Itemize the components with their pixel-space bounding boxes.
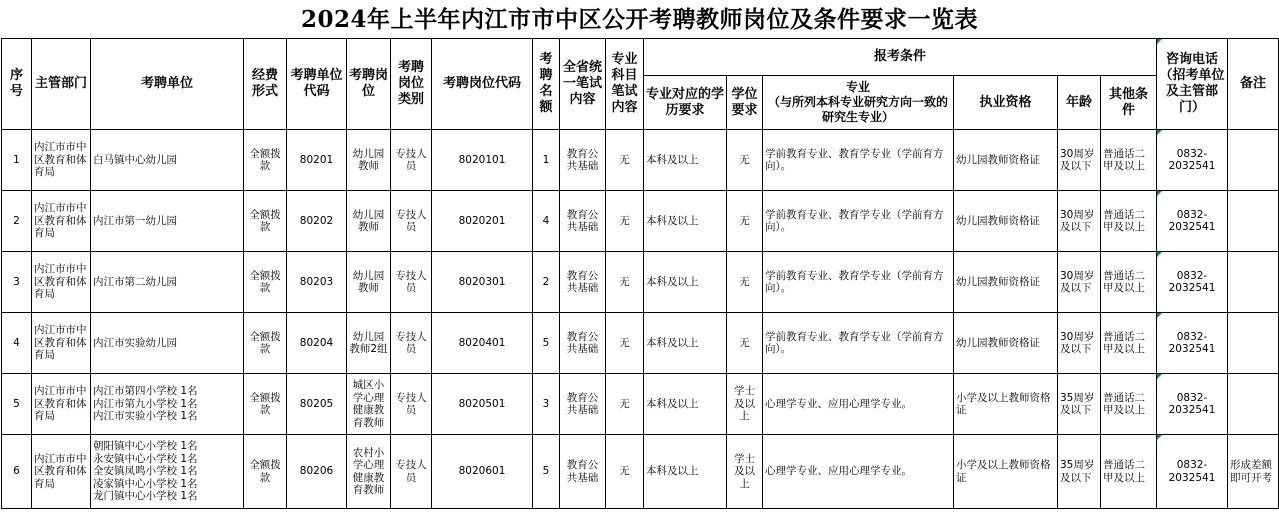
header-major: 专业 （与所列本科专业研究方向一致的研究生专业）: [763, 76, 954, 130]
cell-funding: 全额拨款: [244, 252, 287, 313]
cell-phone: 0832-2032541: [1157, 435, 1228, 509]
cell-unit-code: 80202: [287, 191, 347, 252]
cell-unit: 内江市第四小学校 1名 内江市第九小学校 1名 内江市实验小学校 1名: [91, 374, 244, 435]
cell-phone: 0832-2032541: [1157, 313, 1228, 374]
cell-unit: 白马镇中心幼儿园: [91, 130, 244, 191]
cell-post-code: 8020101: [432, 130, 533, 191]
cell-unit-code: 80201: [287, 130, 347, 191]
cell-other: 普通话二甲及以上: [1101, 252, 1157, 313]
cell-seq: 4: [2, 313, 32, 374]
cell-post-code: 8020501: [432, 374, 533, 435]
cell-seq: 2: [2, 191, 32, 252]
cell-funding: 全额拨款: [244, 374, 287, 435]
cell-edu: 本科及以上: [644, 130, 727, 191]
cell-unit-code: 80205: [287, 374, 347, 435]
cell-major: 心理学专业、应用心理学专业。: [763, 435, 954, 509]
recruitment-table: [1, 38, 1279, 509]
cell-post-code: 8020601: [432, 435, 533, 509]
header-quota: 考聘名额: [533, 39, 560, 130]
cell-unit: 内江市第二幼儿园: [91, 252, 244, 313]
cell-post-type: 专技人员: [391, 191, 432, 252]
table-title: 2024年上半年内江市市中区公开考聘教师岗位及条件要求一览表: [300, 6, 978, 33]
cell-subject-exam: 无: [606, 435, 644, 509]
cell-major: 学前教育专业、教育学专业（学前育方向）。: [763, 191, 954, 252]
header-seq: 序号: [2, 39, 32, 130]
cell-major: 心理学专业、应用心理学专业。: [763, 374, 954, 435]
cell-post-code: 8020301: [432, 252, 533, 313]
header-subject-exam: 专业科目笔试内容: [606, 39, 644, 130]
header-degree: 学位要求: [727, 76, 763, 130]
cell-degree: 学士及以上: [727, 435, 763, 509]
cell-age: 35周岁及以下: [1058, 374, 1101, 435]
cell-exam: 教育公共基础: [560, 130, 606, 191]
cell-quota: 5: [533, 435, 560, 509]
cell-qualification: 幼儿园教师资格证: [954, 191, 1058, 252]
cell-other: 普通话二甲及以上: [1101, 130, 1157, 191]
header-exam: 全省统一笔试内容: [560, 39, 606, 130]
cell-funding: 全额拨款: [244, 435, 287, 509]
cell-dept: 内江市市中区教育和体育局: [32, 374, 91, 435]
header-dept: 主管部门: [32, 39, 91, 130]
cell-degree: 无: [727, 313, 763, 374]
table-row: [2, 252, 1279, 313]
cell-post-type: 专技人员: [391, 130, 432, 191]
cell-edu: 本科及以上: [644, 252, 727, 313]
header-post-type: 考聘岗位类别: [391, 39, 432, 130]
cell-edu: 本科及以上: [644, 435, 727, 509]
cell-subject-exam: 无: [606, 191, 644, 252]
cell-qualification: 小学及以上教师资格证: [954, 435, 1058, 509]
table-row: [2, 313, 1279, 374]
cell-seq: 1: [2, 130, 32, 191]
cell-quota: 1: [533, 130, 560, 191]
cell-dept: 内江市市中区教育和体育局: [32, 313, 91, 374]
cell-exam: 教育公共基础: [560, 191, 606, 252]
cell-edu: 本科及以上: [644, 374, 727, 435]
cell-age: 35周岁及以下: [1058, 435, 1101, 509]
header-edu: 专业对应的学历要求: [644, 76, 727, 130]
cell-major: 学前教育专业、教育学专业（学前育方向）。: [763, 252, 954, 313]
cell-exam: 教育公共基础: [560, 435, 606, 509]
cell-degree: 无: [727, 130, 763, 191]
cell-phone: 0832-2032541: [1157, 374, 1228, 435]
cell-quota: 3: [533, 374, 560, 435]
cell-qualification: 小学及以上教师资格证: [954, 374, 1058, 435]
header-conditions: 报考条件: [644, 39, 1157, 76]
cell-age: 30周岁及以下: [1058, 252, 1101, 313]
cell-subject-exam: 无: [606, 313, 644, 374]
cell-unit: 内江市第一幼儿园: [91, 191, 244, 252]
cell-dept: 内江市市中区教育和体育局: [32, 435, 91, 509]
cell-exam: 教育公共基础: [560, 313, 606, 374]
cell-unit-code: 80203: [287, 252, 347, 313]
header-age: 年龄: [1058, 76, 1101, 130]
cell-edu: 本科及以上: [644, 191, 727, 252]
table-row: [2, 374, 1279, 435]
cell-edu: 本科及以上: [644, 313, 727, 374]
cell-unit: 内江市实验幼儿园: [91, 313, 244, 374]
cell-quota: 5: [533, 313, 560, 374]
header-unit-code: 考聘单位代码: [287, 39, 347, 130]
cell-other: 普通话二甲及以上: [1101, 435, 1157, 509]
header-phone: 咨询电话（招考单位及主管部门）: [1157, 39, 1228, 130]
cell-remark: [1228, 130, 1279, 191]
cell-unit-code: 80204: [287, 313, 347, 374]
cell-phone: 0832-2032541: [1157, 191, 1228, 252]
cell-remark: [1228, 313, 1279, 374]
cell-age: 30周岁及以下: [1058, 313, 1101, 374]
cell-other: 普通话二甲及以上: [1101, 374, 1157, 435]
header-unit: 考聘单位: [91, 39, 244, 130]
cell-exam: 教育公共基础: [560, 252, 606, 313]
cell-funding: 全额拨款: [244, 191, 287, 252]
cell-dept: 内江市市中区教育和体育局: [32, 130, 91, 191]
cell-post: 幼儿园教师: [347, 252, 391, 313]
table-row: [2, 435, 1279, 509]
cell-remark: [1228, 374, 1279, 435]
cell-degree: 无: [727, 191, 763, 252]
cell-seq: 3: [2, 252, 32, 313]
header-other: 其他条件: [1101, 76, 1157, 130]
cell-quota: 2: [533, 252, 560, 313]
cell-degree: 无: [727, 252, 763, 313]
cell-post: 幼儿园教师: [347, 191, 391, 252]
cell-dept: 内江市市中区教育和体育局: [32, 191, 91, 252]
cell-phone: 0832-2032541: [1157, 252, 1228, 313]
cell-post: 城区小学心理健康教育教师: [347, 374, 391, 435]
cell-remark: 形成差额即可开考: [1228, 435, 1279, 509]
cell-other: 普通话二甲及以上: [1101, 191, 1157, 252]
table-row: [2, 130, 1279, 191]
cell-qualification: 幼儿园教师资格证: [954, 130, 1058, 191]
cell-seq: 6: [2, 435, 32, 509]
cell-subject-exam: 无: [606, 130, 644, 191]
cell-remark: [1228, 252, 1279, 313]
header-qualification: 执业资格: [954, 76, 1058, 130]
cell-unit: 朝阳镇中心小学校 1名 永安镇中心小学校 1名 全安镇凤鸣小学校 1名 凌家镇中心小学校 1名 龙门镇中心小学校 1名: [91, 435, 244, 509]
cell-seq: 5: [2, 374, 32, 435]
cell-post-type: 专技人员: [391, 313, 432, 374]
cell-quota: 4: [533, 191, 560, 252]
cell-phone: 0832-2032541: [1157, 130, 1228, 191]
cell-exam: 教育公共基础: [560, 374, 606, 435]
header-remark: 备注: [1228, 39, 1279, 130]
cell-qualification: 幼儿园教师资格证: [954, 252, 1058, 313]
cell-post-type: 专技人员: [391, 435, 432, 509]
cell-major: 学前教育专业、教育学专业（学前育方向）。: [763, 130, 954, 191]
cell-funding: 全额拨款: [244, 313, 287, 374]
cell-remark: [1228, 191, 1279, 252]
cell-subject-exam: 无: [606, 374, 644, 435]
cell-major: 学前教育专业、教育学专业（学前育方向）。: [763, 313, 954, 374]
header-post-code: 考聘岗位代码: [432, 39, 533, 130]
cell-post: 幼儿园教师: [347, 130, 391, 191]
cell-age: 30周岁及以下: [1058, 191, 1101, 252]
cell-post-type: 专技人员: [391, 374, 432, 435]
header-post: 考聘岗位: [347, 39, 391, 130]
cell-unit-code: 80206: [287, 435, 347, 509]
header-funding: 经费形式: [244, 39, 287, 130]
cell-post-code: 8020401: [432, 313, 533, 374]
cell-post: 农村小学心理健康教育教师: [347, 435, 391, 509]
table-row: [2, 191, 1279, 252]
cell-qualification: 幼儿园教师资格证: [954, 313, 1058, 374]
cell-post-code: 8020201: [432, 191, 533, 252]
cell-degree: 学士及以上: [727, 374, 763, 435]
cell-post-type: 专技人员: [391, 252, 432, 313]
cell-post: 幼儿园教师2组: [347, 313, 391, 374]
cell-other: 普通话二甲及以上: [1101, 313, 1157, 374]
cell-age: 30周岁及以下: [1058, 130, 1101, 191]
cell-dept: 内江市市中区教育和体育局: [32, 252, 91, 313]
cell-subject-exam: 无: [606, 252, 644, 313]
cell-funding: 全额拨款: [244, 130, 287, 191]
